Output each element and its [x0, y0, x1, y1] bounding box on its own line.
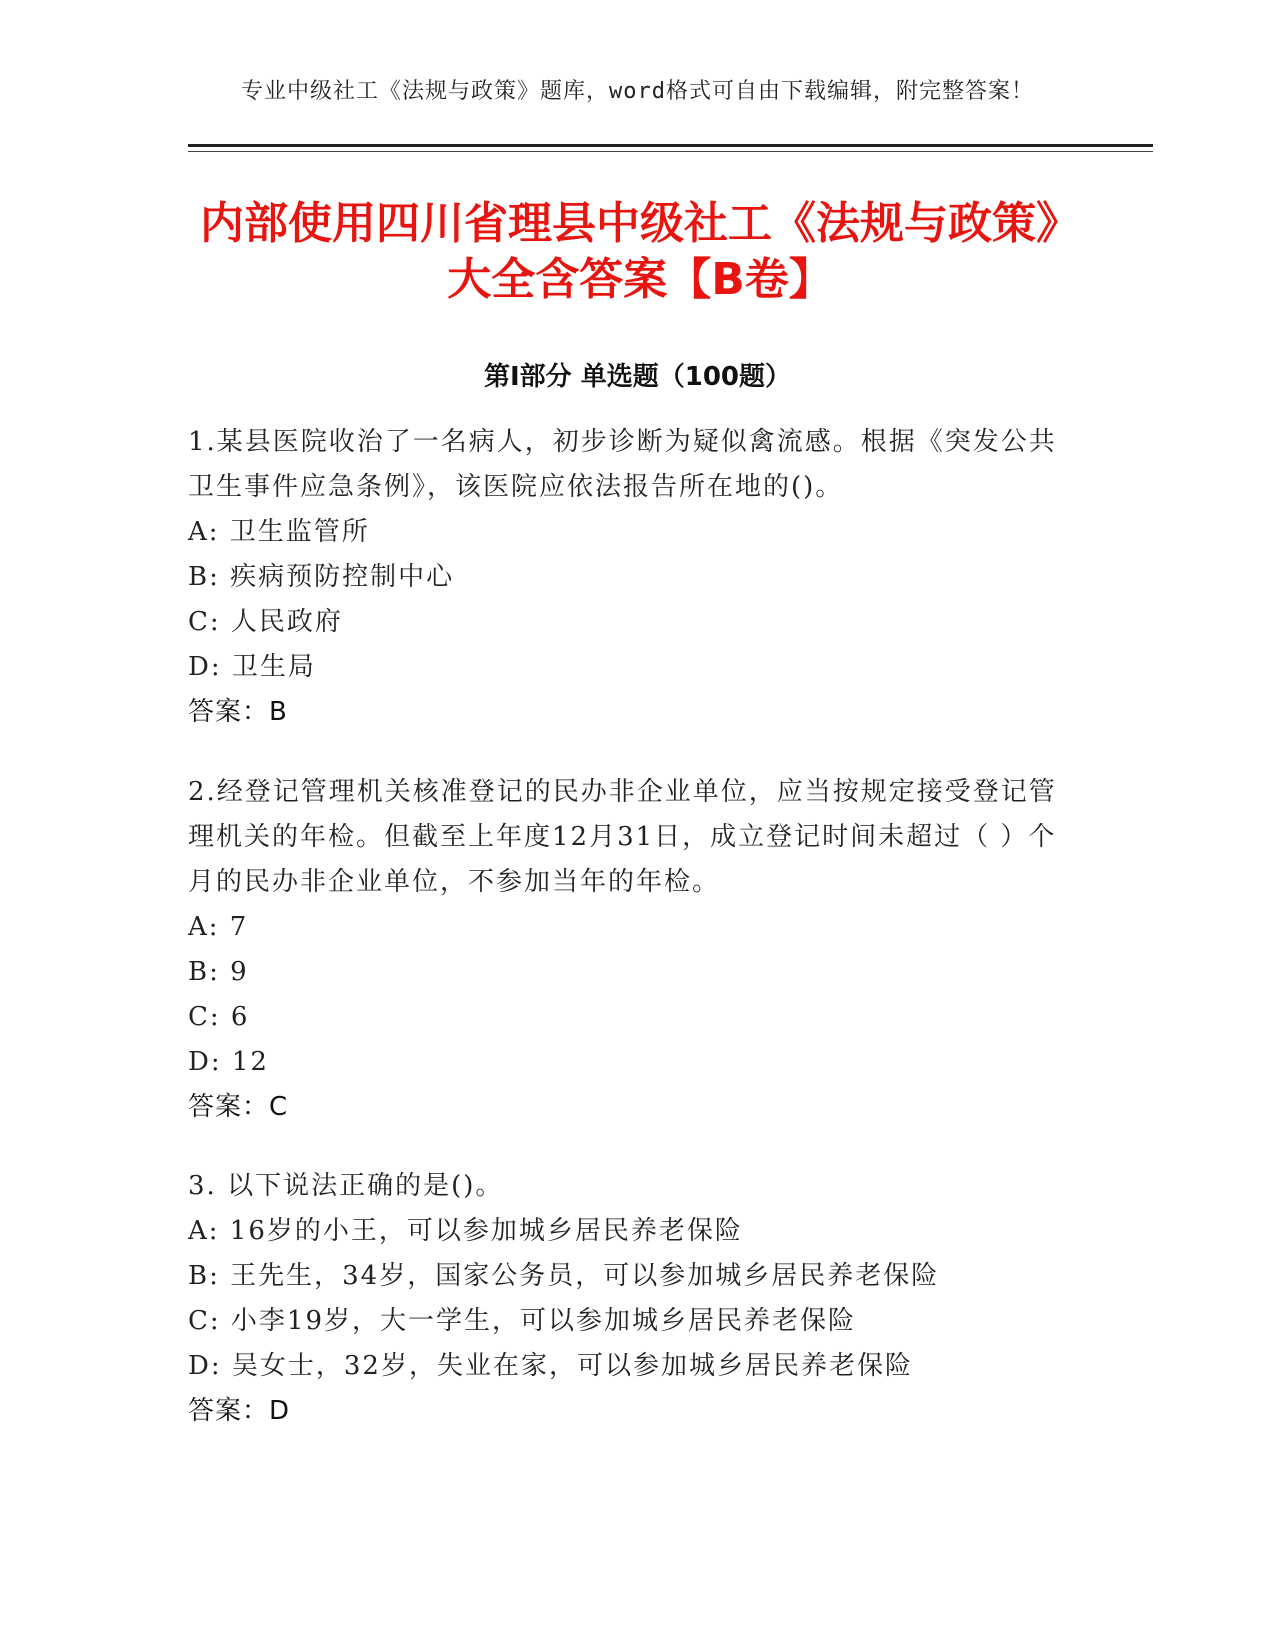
question-1 — [188, 420, 1058, 735]
option-b: B: 9 — [188, 957, 249, 987]
header-rule — [188, 144, 1153, 147]
option-a: A: 16岁的小王，可以参加城乡居民养老保险 — [188, 1216, 743, 1246]
option-a: A: 7 — [188, 912, 249, 942]
option-b: B: 王先生，34岁，国家公务员，可以参加城乡居民养老保险 — [188, 1261, 940, 1291]
header-rule-thin — [188, 151, 1153, 152]
section-title: 第I部分 单选题（100题） — [484, 362, 791, 392]
question-3 — [188, 1164, 1058, 1434]
option-d: D: 卫生局 — [188, 652, 316, 682]
option-b: B: 疾病预防控制中心 — [188, 562, 455, 592]
document-title: 内部使用四川省理县中级社工《法规与政策》大全含答案【B卷】 — [200, 198, 1080, 305]
question-stem: 3. 以下说法正确的是()。 — [188, 1171, 504, 1201]
question-stem: 1.某县医院收治了一名病人，初步诊断为疑似禽流感。根据《突发公共卫生事件应急条例》，该医院应依法报告所在地的()。 — [188, 427, 1057, 502]
answer-label: 答案：D — [188, 1396, 291, 1426]
header-note: 专业中级社工《法规与政策》题库，word格式可自由下载编辑，附完整答案！ — [241, 79, 1034, 104]
option-c: C: 6 — [188, 1002, 250, 1032]
option-a: A: 卫生监管所 — [188, 517, 370, 547]
answer-label: 答案：B — [188, 697, 288, 727]
option-d: D: 12 — [188, 1047, 269, 1077]
option-c: C: 小李19岁，大一学生，可以参加城乡居民养老保险 — [188, 1306, 857, 1336]
question-2 — [188, 770, 1058, 1130]
option-c: C: 人民政府 — [188, 607, 343, 637]
option-d: D: 吴女士，32岁，失业在家，可以参加城乡居民养老保险 — [188, 1351, 913, 1381]
answer-label: 答案：C — [188, 1092, 289, 1122]
question-stem: 2.经登记管理机关核准登记的民办非企业单位，应当按规定接受登记管理机关的年检。但截至上年度12月31日，成立登记时间未超过（ ）个月的民办非企业单位，不参加当年的年检。 — [188, 777, 1057, 897]
